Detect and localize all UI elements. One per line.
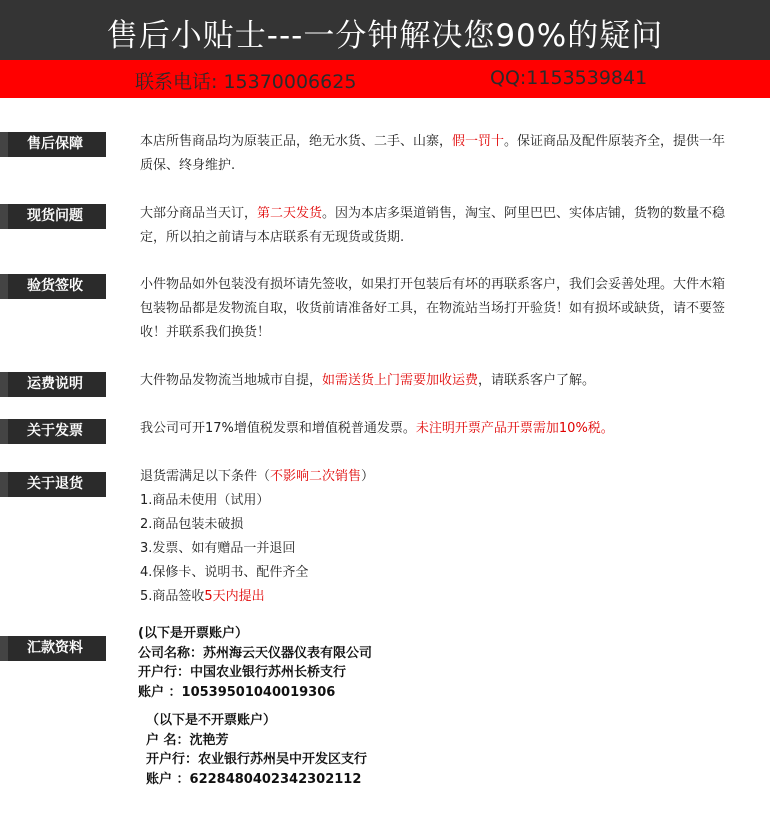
- section-text-invoice: [140, 417, 735, 441]
- invoice-highlight: 未注明开票产品开票需加10%税。: [415, 421, 614, 436]
- returns-item-4: 4.保修卡、说明书、配件齐全: [140, 565, 309, 580]
- contact-bar: [0, 60, 770, 98]
- non-invoiced-holder: 户 名：沈艳芳: [146, 732, 229, 748]
- returns-item-1: 1.商品未使用（试用）: [140, 493, 270, 508]
- section-label-stock: 现货问题: [0, 204, 106, 229]
- section-text-inspection: 小件物品如外包装没有损坏请先签收，如果打开包装后有坏的再联系客户，我们会妥善处理。大件木箱包装物品都是发物流自取，收货前请准备好工具，在物流站当场打开验货！如有损坏或缺货，请不要签收！并联系我们换货！: [140, 277, 726, 340]
- contact-qq: QQ:1153539841: [490, 67, 648, 89]
- section-label-invoice: 关于发票: [0, 419, 106, 444]
- contact-phone: 联系电话: 15370006625: [135, 71, 357, 93]
- non-invoiced-account-block: [146, 711, 367, 789]
- section-label-returns: 关于退货: [0, 472, 106, 497]
- non-invoiced-bank: 开户行：农业银行苏州吴中开发区支行: [146, 752, 368, 767]
- warranty-text-2: 。保证商品及配件原装齐全，提供一年质保、终身维护.: [140, 134, 726, 173]
- section-label-payment: 汇款资料: [0, 636, 106, 661]
- section-text-stock: [140, 202, 735, 250]
- shipping-text-1: 大件物品发物流当地城市自提，: [140, 373, 323, 388]
- header-bar: [0, 0, 770, 60]
- section-text-returns: [140, 465, 735, 609]
- section-label-warranty: 售后保障: [0, 132, 106, 157]
- warranty-text-1: 本店所售商品均为原装正品，绝无水货、二手、山寨，: [140, 134, 453, 149]
- stock-text-2: 。因为本店多渠道销售，淘宝、阿里巴巴、实体店铺，货物的数量不稳定，所以拍之前请与本店联系有无现货或货期.: [140, 206, 726, 245]
- non-invoiced-account: 账户 ：6228480402342302112: [146, 771, 362, 787]
- invoiced-account-block: [138, 624, 372, 702]
- invoiced-company: 公司名称：苏州海云天仪器仪表有限公司: [138, 645, 373, 661]
- returns-intro: 退货需满足以下条件（不影响二次销售）: [140, 469, 375, 484]
- shipping-highlight: 如需送货上门需要加收运费: [322, 373, 479, 388]
- section-text-shipping: [140, 369, 735, 393]
- section-text-warranty: [140, 130, 735, 178]
- returns-highlight: 不影响二次销售: [270, 469, 362, 484]
- section-label-shipping: 运费说明: [0, 372, 106, 397]
- returns-item-3: 3.发票、如有赠品一并退回: [140, 541, 296, 556]
- invoiced-bank: 开户行：中国农业银行苏州长桥支行: [138, 665, 347, 680]
- page-title: 售后小贴士---一分钟解决您90%的疑问: [106, 18, 664, 54]
- non-invoiced-heading: （以下是不开票账户）: [146, 713, 277, 728]
- returns-item-2: 2.商品包装未破损: [140, 517, 244, 532]
- warranty-highlight: 假一罚十: [452, 134, 505, 149]
- stock-highlight: 第二天发货: [257, 206, 323, 221]
- invoice-text-1: 我公司可开17%增值税发票和增值税普通发票。: [140, 421, 416, 436]
- shipping-text-2: ，请联系客户了解。: [478, 373, 596, 388]
- section-label-inspection: 验货签收: [0, 274, 106, 299]
- stock-text-1: 大部分商品当天订，: [140, 206, 258, 221]
- returns-deadline: 5天内提出: [204, 589, 265, 604]
- invoiced-heading: (以下是开票账户）: [138, 626, 248, 641]
- invoiced-account: 账户 ：10539501040019306: [138, 684, 336, 700]
- returns-item-5: 5.商品签收5天内提出: [140, 589, 265, 604]
